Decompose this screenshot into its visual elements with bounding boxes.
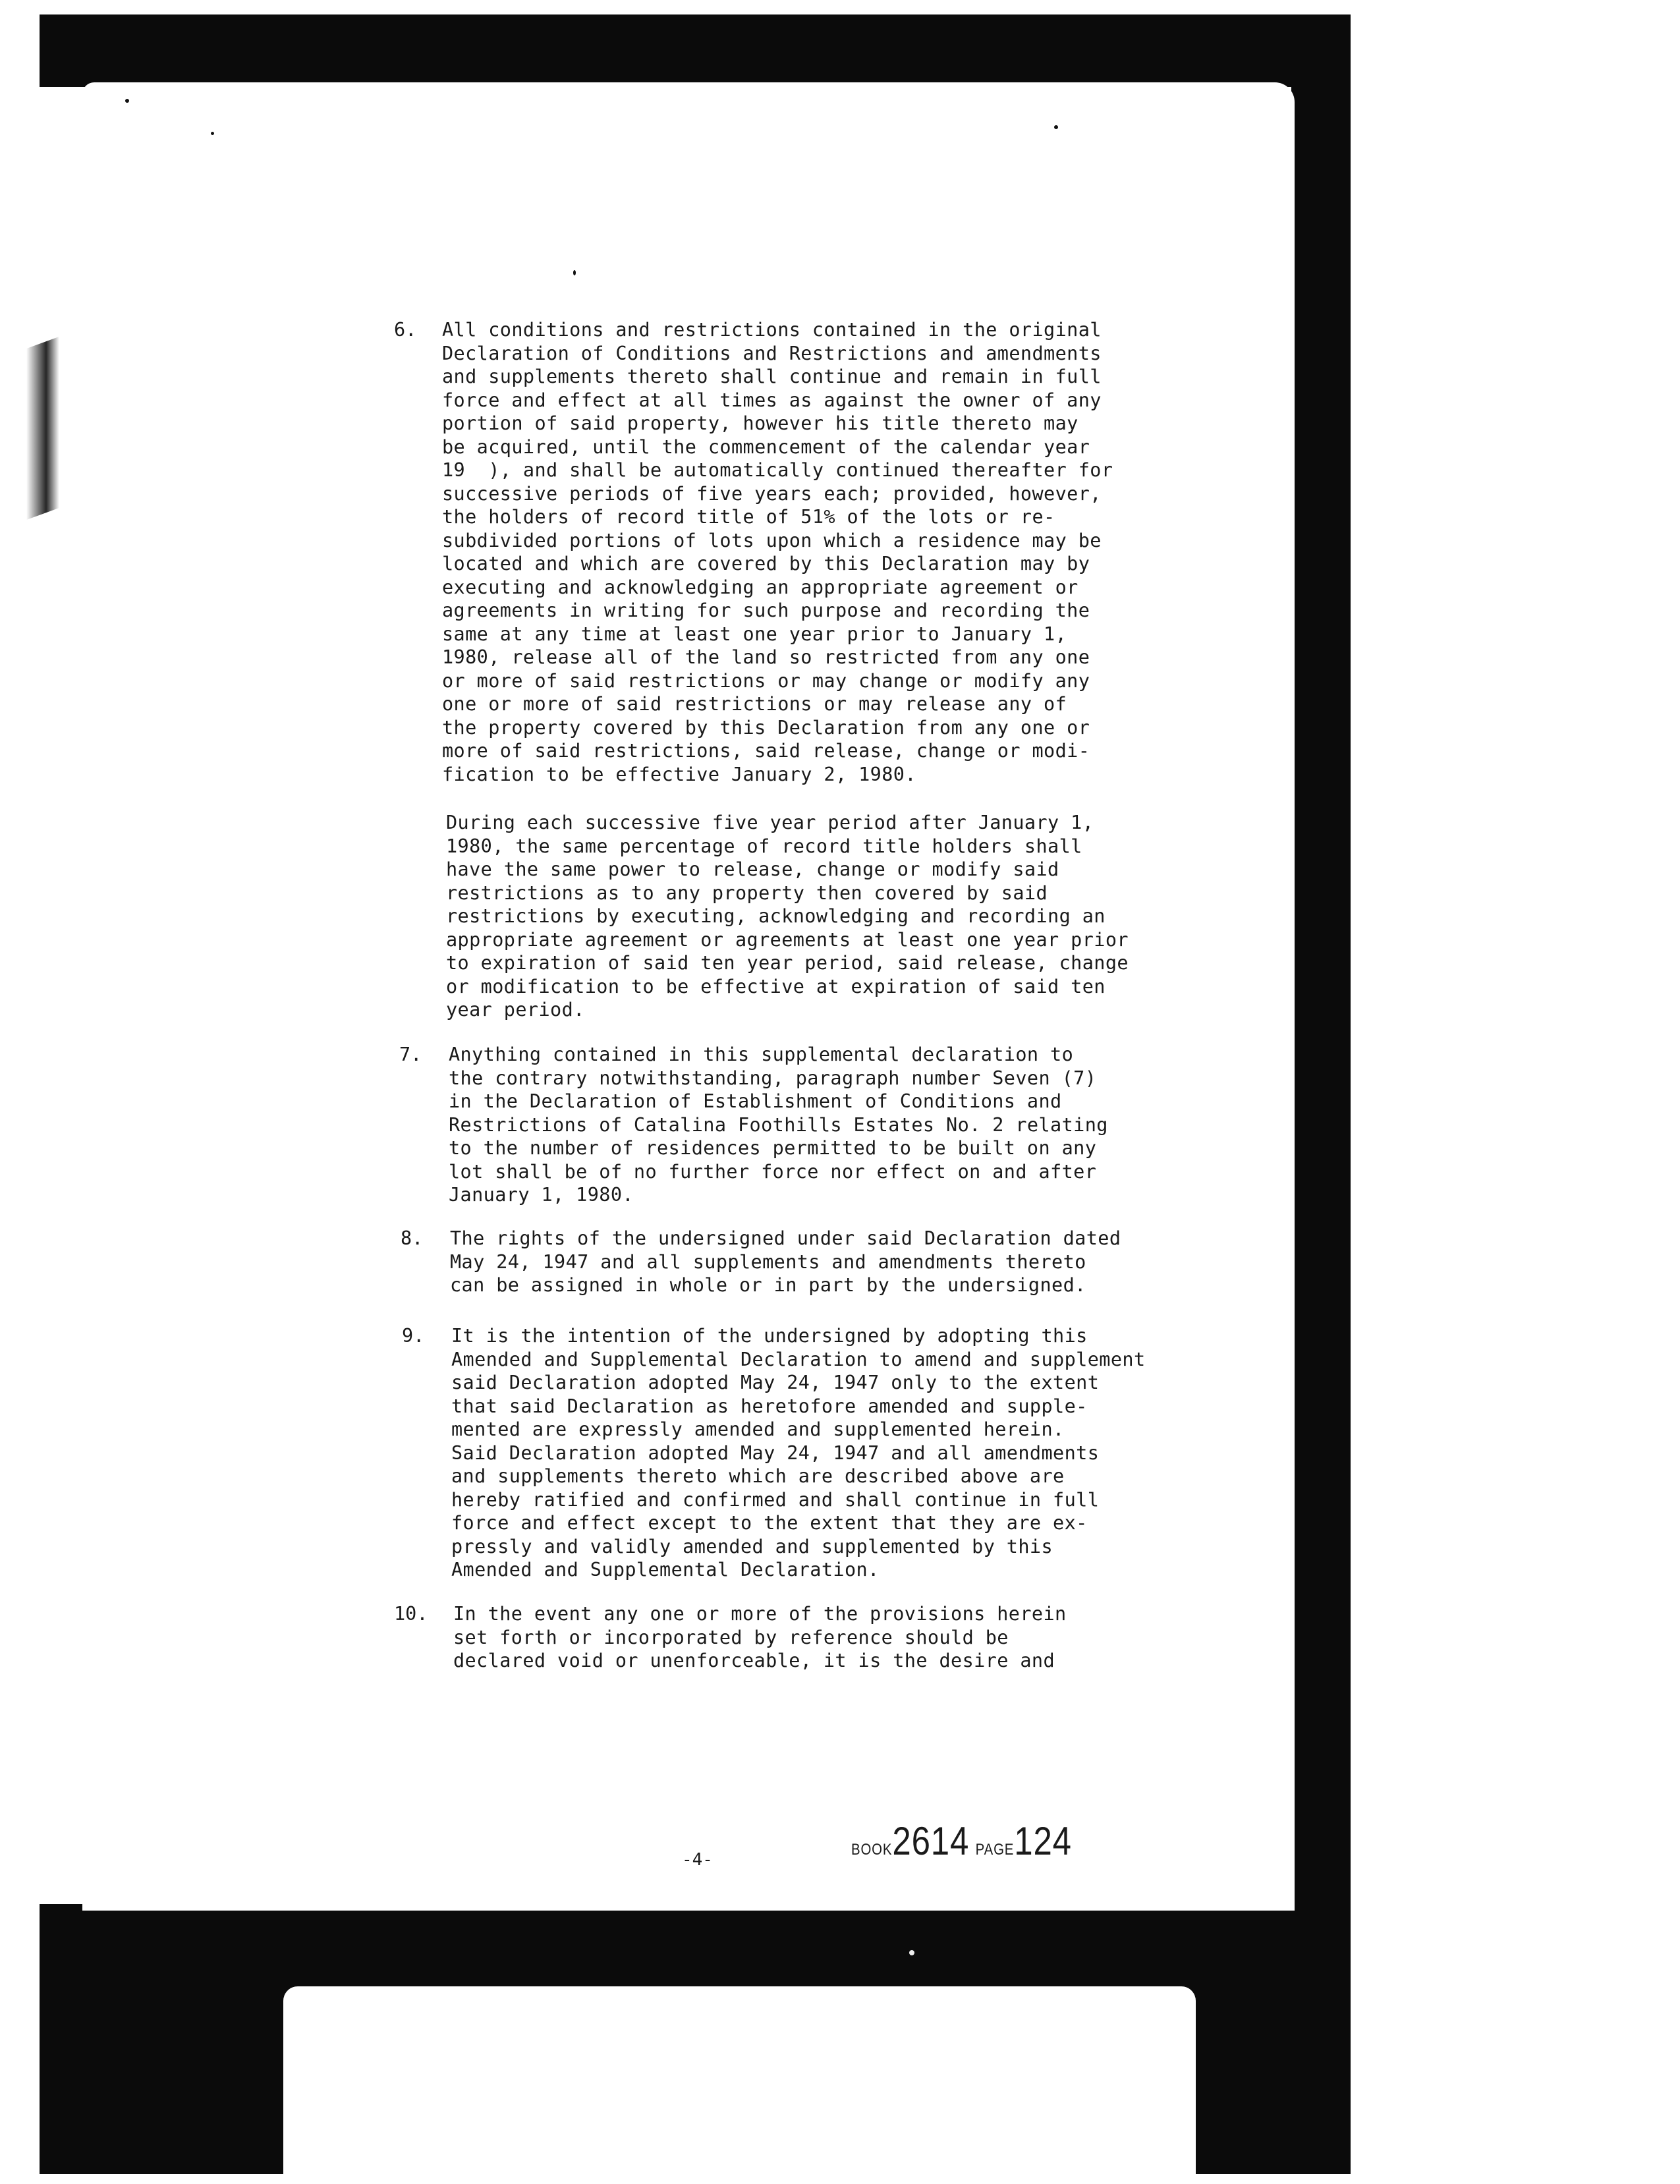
book-number: 2614 bbox=[892, 1819, 970, 1863]
text-line: Anything contained in this supplemental declaration to bbox=[449, 1044, 1074, 1065]
text-line: said Declaration adopted May 24, 1947 only to the extent bbox=[451, 1372, 1100, 1393]
text-line: that said Declaration as heretofore amended and supple- bbox=[451, 1395, 1088, 1417]
text-line: force and effect except to the extent that they are ex- bbox=[451, 1512, 1088, 1534]
paragraph-8 bbox=[450, 1227, 1121, 1297]
paragraph-7 bbox=[449, 1043, 1108, 1207]
page-stamp-number: 124 bbox=[1014, 1819, 1072, 1863]
text-line: more of said restrictions, said release, change or modi- bbox=[442, 740, 1090, 762]
text-line: restrictions by executing, acknowledging and recording an bbox=[446, 905, 1106, 927]
text-line: or modification to be effective at expiration of said ten bbox=[446, 975, 1106, 997]
paragraph-9 bbox=[451, 1324, 1146, 1582]
text-line: Said Declaration adopted May 24, 1947 and all amendments bbox=[451, 1442, 1100, 1464]
text-line: set forth or incorporated by reference should be bbox=[453, 1626, 1009, 1648]
text-line: Restrictions of Catalina Foothills Estates No. 2 relating bbox=[449, 1113, 1108, 1136]
text-line: 1980, release all of the land so restricted from any one bbox=[442, 646, 1090, 668]
text-line: Declaration of Conditions and Restrictions and amendments bbox=[442, 342, 1102, 364]
scan-shadow bbox=[26, 337, 59, 520]
item-number: 10. bbox=[394, 1603, 428, 1625]
scan-speck bbox=[211, 132, 214, 135]
text-line: Amended and Supplemental Declaration. bbox=[451, 1559, 880, 1581]
book-page-stamp bbox=[851, 1818, 1072, 1864]
text-line: or more of said restrictions or may change or modify any bbox=[442, 669, 1090, 692]
paragraph-6-continued bbox=[446, 811, 1129, 1022]
text-line: the property covered by this Declaration from any one or bbox=[442, 716, 1090, 739]
text-line: same at any time at least one year prior to January 1, bbox=[442, 623, 1067, 645]
text-line: have the same power to release, change or modify said bbox=[446, 858, 1059, 880]
item-number: 6. bbox=[394, 319, 417, 341]
text-line: mented are expressly amended and supplemented herein. bbox=[451, 1418, 1065, 1440]
text-line: It is the intention of the undersigned by adopting this bbox=[451, 1325, 1088, 1347]
item-number: 7. bbox=[399, 1044, 422, 1065]
text-line: 19 ), and shall be automatically continued thereafter for bbox=[442, 459, 1113, 481]
text-line: to expiration of said ten year period, said release, change bbox=[446, 952, 1129, 974]
text-line: In the event any one or more of the provisions herein bbox=[453, 1603, 1067, 1625]
text-line: declared void or unenforceable, it is the desire and bbox=[453, 1650, 1055, 1671]
text-line: one or more of said restrictions or may release any of bbox=[442, 693, 1067, 715]
text-line: subdivided portions of lots upon which a residence may be bbox=[442, 529, 1102, 551]
text-line: fication to be effective January 2, 1980. bbox=[442, 763, 916, 785]
scan-border-right bbox=[1291, 14, 1351, 2174]
text-line: force and effect at all times as against the owner of any bbox=[442, 389, 1102, 411]
text-line: May 24, 1947 and all supplements and amendments thereto bbox=[450, 1250, 1086, 1273]
text-line: Amended and Supplemental Declaration to amend and supplement bbox=[451, 1348, 1146, 1370]
text-line: pressly and validly amended and supplemented by this bbox=[451, 1535, 1053, 1557]
text-line: and supplements thereto shall continue and remain in full bbox=[442, 366, 1102, 387]
scan-speck bbox=[125, 99, 129, 103]
paragraph-6 bbox=[442, 318, 1113, 786]
text-line: All conditions and restrictions contained in the original bbox=[442, 319, 1102, 341]
page-number: -4- bbox=[682, 1850, 713, 1870]
scan-speck bbox=[909, 1950, 914, 1955]
scan-speck bbox=[1054, 125, 1058, 129]
text-line: appropriate agreement or agreements at least one year prior bbox=[446, 928, 1129, 951]
text-line: to the number of residences permitted to be built on any bbox=[449, 1137, 1097, 1159]
item-number: 8. bbox=[401, 1227, 424, 1249]
text-line: located and which are covered by this Declaration may by bbox=[442, 553, 1090, 574]
text-line: The rights of the undersigned under said Declaration dated bbox=[450, 1227, 1121, 1249]
text-line: executing and acknowledging an appropriate agreement or bbox=[442, 576, 1078, 598]
text-line: in the Declaration of Establishment of Conditions and bbox=[449, 1090, 1062, 1112]
text-line: lot shall be of no further force nor effect on and after bbox=[449, 1160, 1097, 1183]
text-line: agreements in writing for such purpose and recording the bbox=[442, 600, 1090, 621]
page-label: PAGE bbox=[975, 1841, 1015, 1859]
text-line: During each successive five year period after January 1, bbox=[446, 812, 1094, 833]
underlying-sheet bbox=[283, 1986, 1196, 2184]
text-line: 1980, the same percentage of record title holders shall bbox=[446, 835, 1082, 857]
text-line: portion of said property, however his title thereto may bbox=[442, 412, 1078, 434]
text-line: restrictions as to any property then covered by said bbox=[446, 882, 1048, 904]
text-line: the holders of record title of 51% of the lots or re- bbox=[442, 506, 1055, 528]
text-line: year period. bbox=[446, 999, 585, 1021]
text-line: be acquired, until the commencement of the calendar year bbox=[442, 435, 1090, 458]
scan-border-top bbox=[40, 14, 1351, 87]
book-label: BOOK bbox=[851, 1841, 893, 1859]
text-line: the contrary notwithstanding, paragraph number Seven (7) bbox=[449, 1067, 1097, 1089]
item-number: 9. bbox=[402, 1325, 425, 1347]
text-line: hereby ratified and confirmed and shall continue in full bbox=[451, 1488, 1100, 1511]
text-line: successive periods of five years each; provided, however, bbox=[442, 482, 1102, 505]
paragraph-10 bbox=[453, 1602, 1067, 1673]
text-line: and supplements thereto which are described above are bbox=[451, 1465, 1065, 1487]
text-line: can be assigned in whole or in part by the undersigned. bbox=[450, 1274, 1086, 1296]
scan-speck bbox=[573, 270, 576, 275]
text-line: January 1, 1980. bbox=[449, 1184, 634, 1206]
